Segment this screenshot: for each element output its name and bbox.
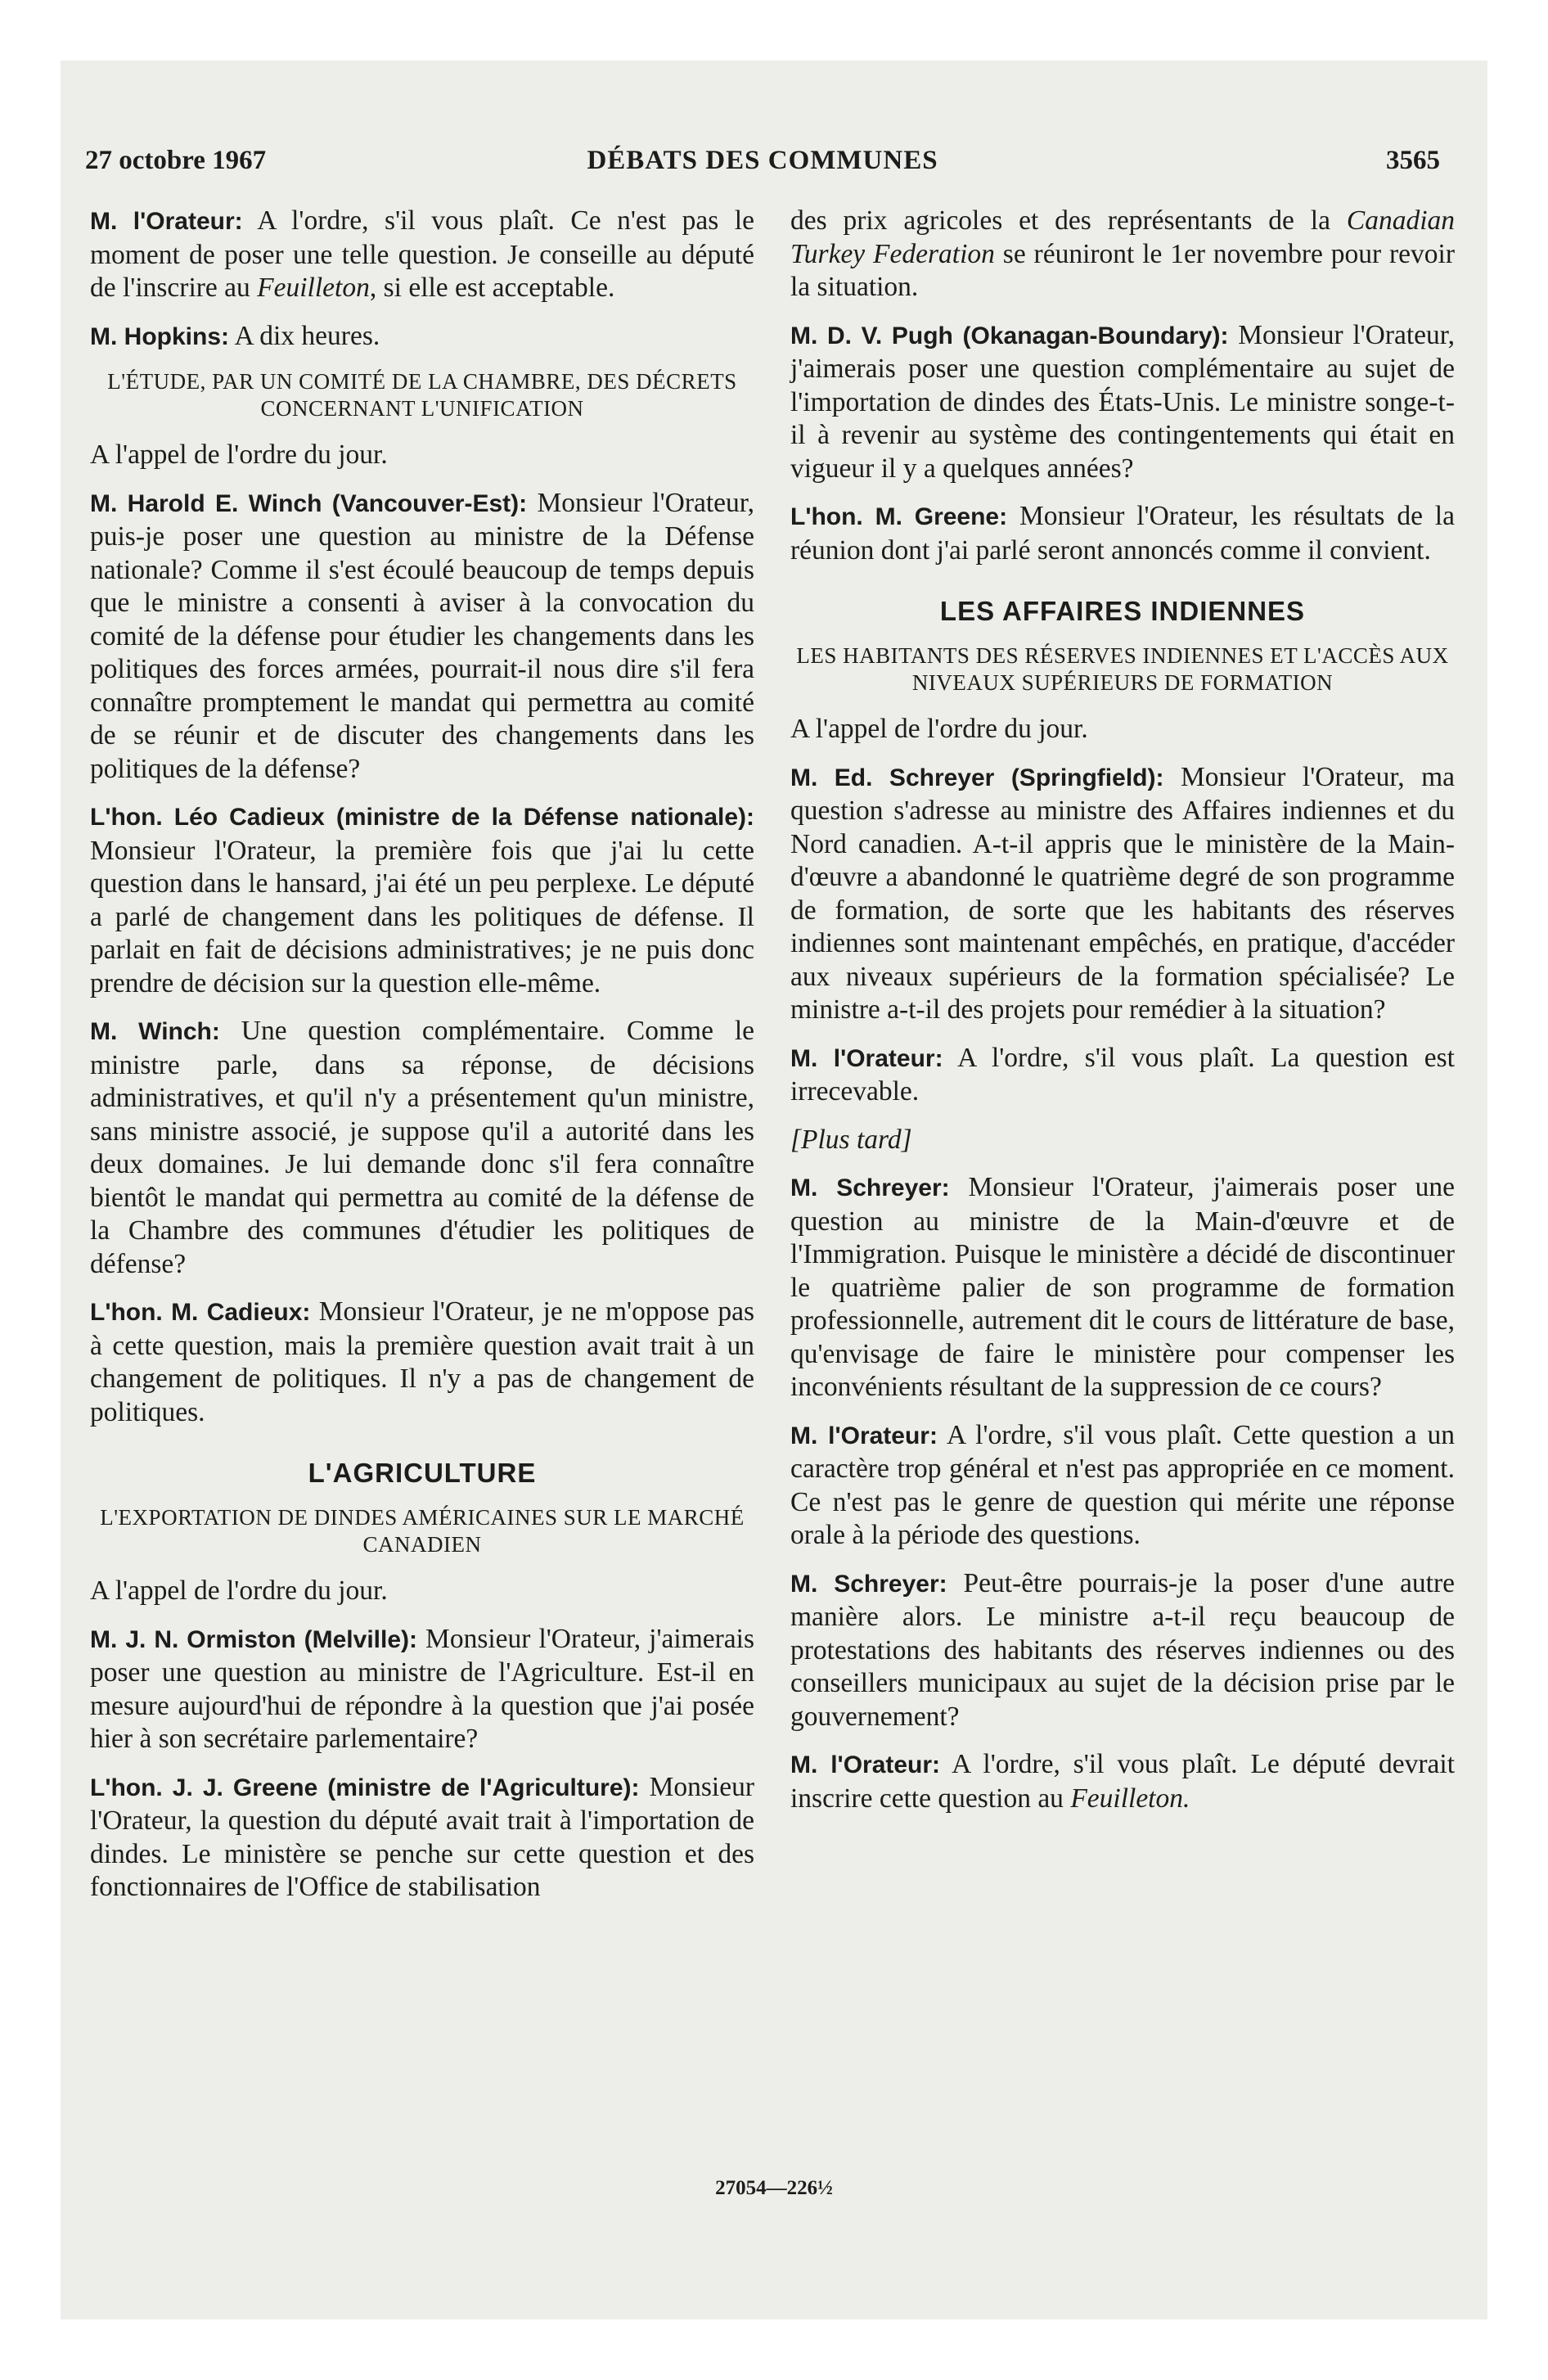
speaker-name: M. Schreyer:	[790, 1174, 950, 1201]
paragraph: M. Schreyer: Peut-être pourrais-je la poser d'une autre manière alors. Le ministre a-t-il reçu beaucoup de protestations des habitants des réserves indiennes ou des conseillers municipaux au sujet de la décision prise par le gouvernement?	[790, 1567, 1455, 1732]
header-title: DÉBATS DES COMMUNES	[587, 146, 938, 175]
paragraph: M. Schreyer: Monsieur l'Orateur, j'aimerais poser une question au ministre de la Main-d'œuvre et de l'Immigration. Puisque le ministère a décidé de discontinuer le quatrième palier de son programme de formation professionnelle, autrement dit le cours de littérature de base, qu'envisage de faire le ministère pour compenser les inconvénients résultant de la suppression de ce cours?	[790, 1172, 1456, 1402]
left-column	[90, 205, 754, 1919]
paragraph: M. l'Orateur: A l'ordre, s'il vous plaît. Le député devrait inscrire cette question au Feuilleton.	[790, 1749, 1455, 1814]
paragraph: M. D. V. Pugh (Okanagan-Boundary): Monsieur l'Orateur, j'aimerais poser une question complémentaire au sujet de l'importation de dindes des États-Unis. Le ministre songe-t-il à revenir au système des contingentements qui était en vigueur il y a quelques années?	[790, 319, 1455, 484]
paragraph: A l'appel de l'ordre du jour.	[790, 714, 1088, 744]
speaker-name: L'hon. J. J. Greene (ministre de l'Agriculture):	[90, 1774, 640, 1801]
speaker-name: L'hon. M. Cadieux:	[90, 1299, 311, 1326]
subheading: LES HABITANTS DES RÉSERVES INDIENNES ET L'ACCÈS AUX NIVEAUX SUPÉRIEURS DE FORMATION	[796, 643, 1449, 695]
speaker-name: L'hon. M. Greene:	[790, 503, 1008, 530]
paragraph: M. Winch: Une question complémentaire. Comme le ministre parle, dans sa réponse, de décisions administratives, et qu'il n'y a présentement qu'un ministre, sans ministre associé, je suppose qu'il a autorité dans les deux domaines. Je lui demande donc s'il fera connaître bientôt le mandat qui permettra au comité de la défense de la Chambre des communes d'étudier les politiques de défense?	[90, 1016, 754, 1279]
section-heading: LES AFFAIRES INDIENNES	[939, 596, 1306, 626]
speaker-name: M. D. V. Pugh (Okanagan-Boundary):	[790, 322, 1229, 349]
paragraph: A l'appel de l'ordre du jour.	[90, 1575, 388, 1606]
speaker-name: L'hon. Léo Cadieux (ministre de la Défense nationale):	[90, 804, 754, 831]
paragraph: L'hon. M. Cadieux: Monsieur l'Orateur, je ne m'oppose pas à cette question, mais la première question avait trait à un changement de politiques. Il n'y a pas de changement de politiques.	[90, 1296, 754, 1427]
page-header	[85, 146, 1440, 183]
paragraph: des prix agricoles et des représentants de la Canadian Turkey Federation se réuniront le 1er novembre pour revoir la situation.	[790, 205, 1456, 302]
paragraph	[790, 1124, 1455, 1157]
paragraph: L'hon. M. Greene: Monsieur l'Orateur, les résultats de la réunion dont j'ai parlé seront annoncés comme il convient.	[790, 501, 1455, 566]
speaker-name: M. Hopkins:	[90, 322, 229, 350]
paragraph: M. Ed. Schreyer (Springfield): Monsieur l'Orateur, ma question s'adresse au ministre des Affaires indiennes et du Nord canadien. A-t-il appris que le ministère de la Main-d'œuvre a abandonné le quatrième degré de son programme de formation, de sorte que les habitants des réserves indiennes sont maintenant empêchés, en pratique, d'accéder aux niveaux supérieurs de la formation spécialisée? Le ministre a-t-il des projets pour remédier à la situation?	[790, 761, 1456, 1025]
speaker-name: M. l'Orateur:	[790, 1751, 941, 1778]
paragraph: M. l'Orateur: A l'ordre, s'il vous plaît. Cette question a un caractère trop général et n'est pas appropriée en ce moment. Ce n'est pas le genre de question qui mérite une réponse orale à la période des questions.	[790, 1419, 1455, 1550]
speaker-name: M. Schreyer:	[790, 1570, 947, 1598]
speaker-name: M. Harold E. Winch (Vancouver-Est):	[90, 489, 528, 517]
right-column	[790, 205, 1455, 1830]
bracket-note: [Plus tard]	[790, 1124, 912, 1155]
paragraph: A l'appel de l'ordre du jour.	[90, 439, 388, 470]
speaker-name: M. Ed. Schreyer (Springfield):	[790, 764, 1164, 791]
subheading: L'EXPORTATION DE DINDES AMÉRICAINES SUR LE MARCHÉ CANADIEN	[100, 1505, 745, 1557]
header-date: 27 octobre 1967	[85, 146, 267, 175]
speaker-name: M. Winch:	[90, 1018, 220, 1045]
section-heading: L'AGRICULTURE	[308, 1458, 537, 1488]
page-footer-code: 27054—226½	[715, 2177, 833, 2199]
paragraph: M. l'Orateur: A l'ordre, s'il vous plaît. La question est irrecevable.	[790, 1042, 1455, 1107]
subheading: L'ÉTUDE, PAR UN COMITÉ DE LA CHAMBRE, DES DÉCRETS CONCERNANT L'UNIFICATION	[107, 369, 737, 421]
paragraph: M. J. N. Ormiston (Melville): Monsieur l'Orateur, j'aimerais poser une question au ministre de l'Agriculture. Est-il en mesure aujourd'hui de répondre à la question que j'ai posée hier à son secrétaire parlementaire?	[90, 1623, 754, 1754]
speaker-name: M. l'Orateur:	[790, 1422, 938, 1449]
speaker-name: M. J. N. Ormiston (Melville):	[90, 1625, 417, 1653]
speaker-name: M. l'Orateur:	[790, 1044, 943, 1072]
paragraph: M. Hopkins: A dix heures.	[90, 320, 380, 351]
paragraph: L'hon. Léo Cadieux (ministre de la Défense nationale): Monsieur l'Orateur, la première fois que j'ai lu cette question dans le hansard, j'ai été un peu perplexe. Le député a parlé de changement dans les politiques de défense. Il parlait en fait de décisions administratives; je ne puis donc prendre de décision sur la question elle-même.	[90, 804, 754, 998]
header-page-number: 3565	[1386, 146, 1440, 175]
paragraph: M. Harold E. Winch (Vancouver-Est): Monsieur l'Orateur, puis-je poser une question au ministre de la Défense nationale? Comme il s'est écoulé beaucoup de temps depuis que le ministre a consenti à aviser à la convocation du comité de la défense pour étudier les changements dans les politiques des forces armées, pourrait-il nous dire s'il fera connaître promptement le mandat qui permettra au comité de se réunir et de discuter des changements dans les politiques de la défense?	[90, 487, 754, 784]
paragraph: M. l'Orateur: A l'ordre, s'il vous plaît. Ce n'est pas le moment de poser une telle question. Je conseille au député de l'inscrire au Feuilleton, si elle est acceptable.	[90, 205, 754, 303]
paragraph: L'hon. J. J. Greene (ministre de l'Agriculture): Monsieur l'Orateur, la question du député avait trait à l'importation de dindes. Le ministère se penche sur cette question et des fonctionnaires de l'Office de stabilisation	[90, 1771, 755, 1902]
speaker-name: M. l'Orateur:	[90, 208, 243, 235]
